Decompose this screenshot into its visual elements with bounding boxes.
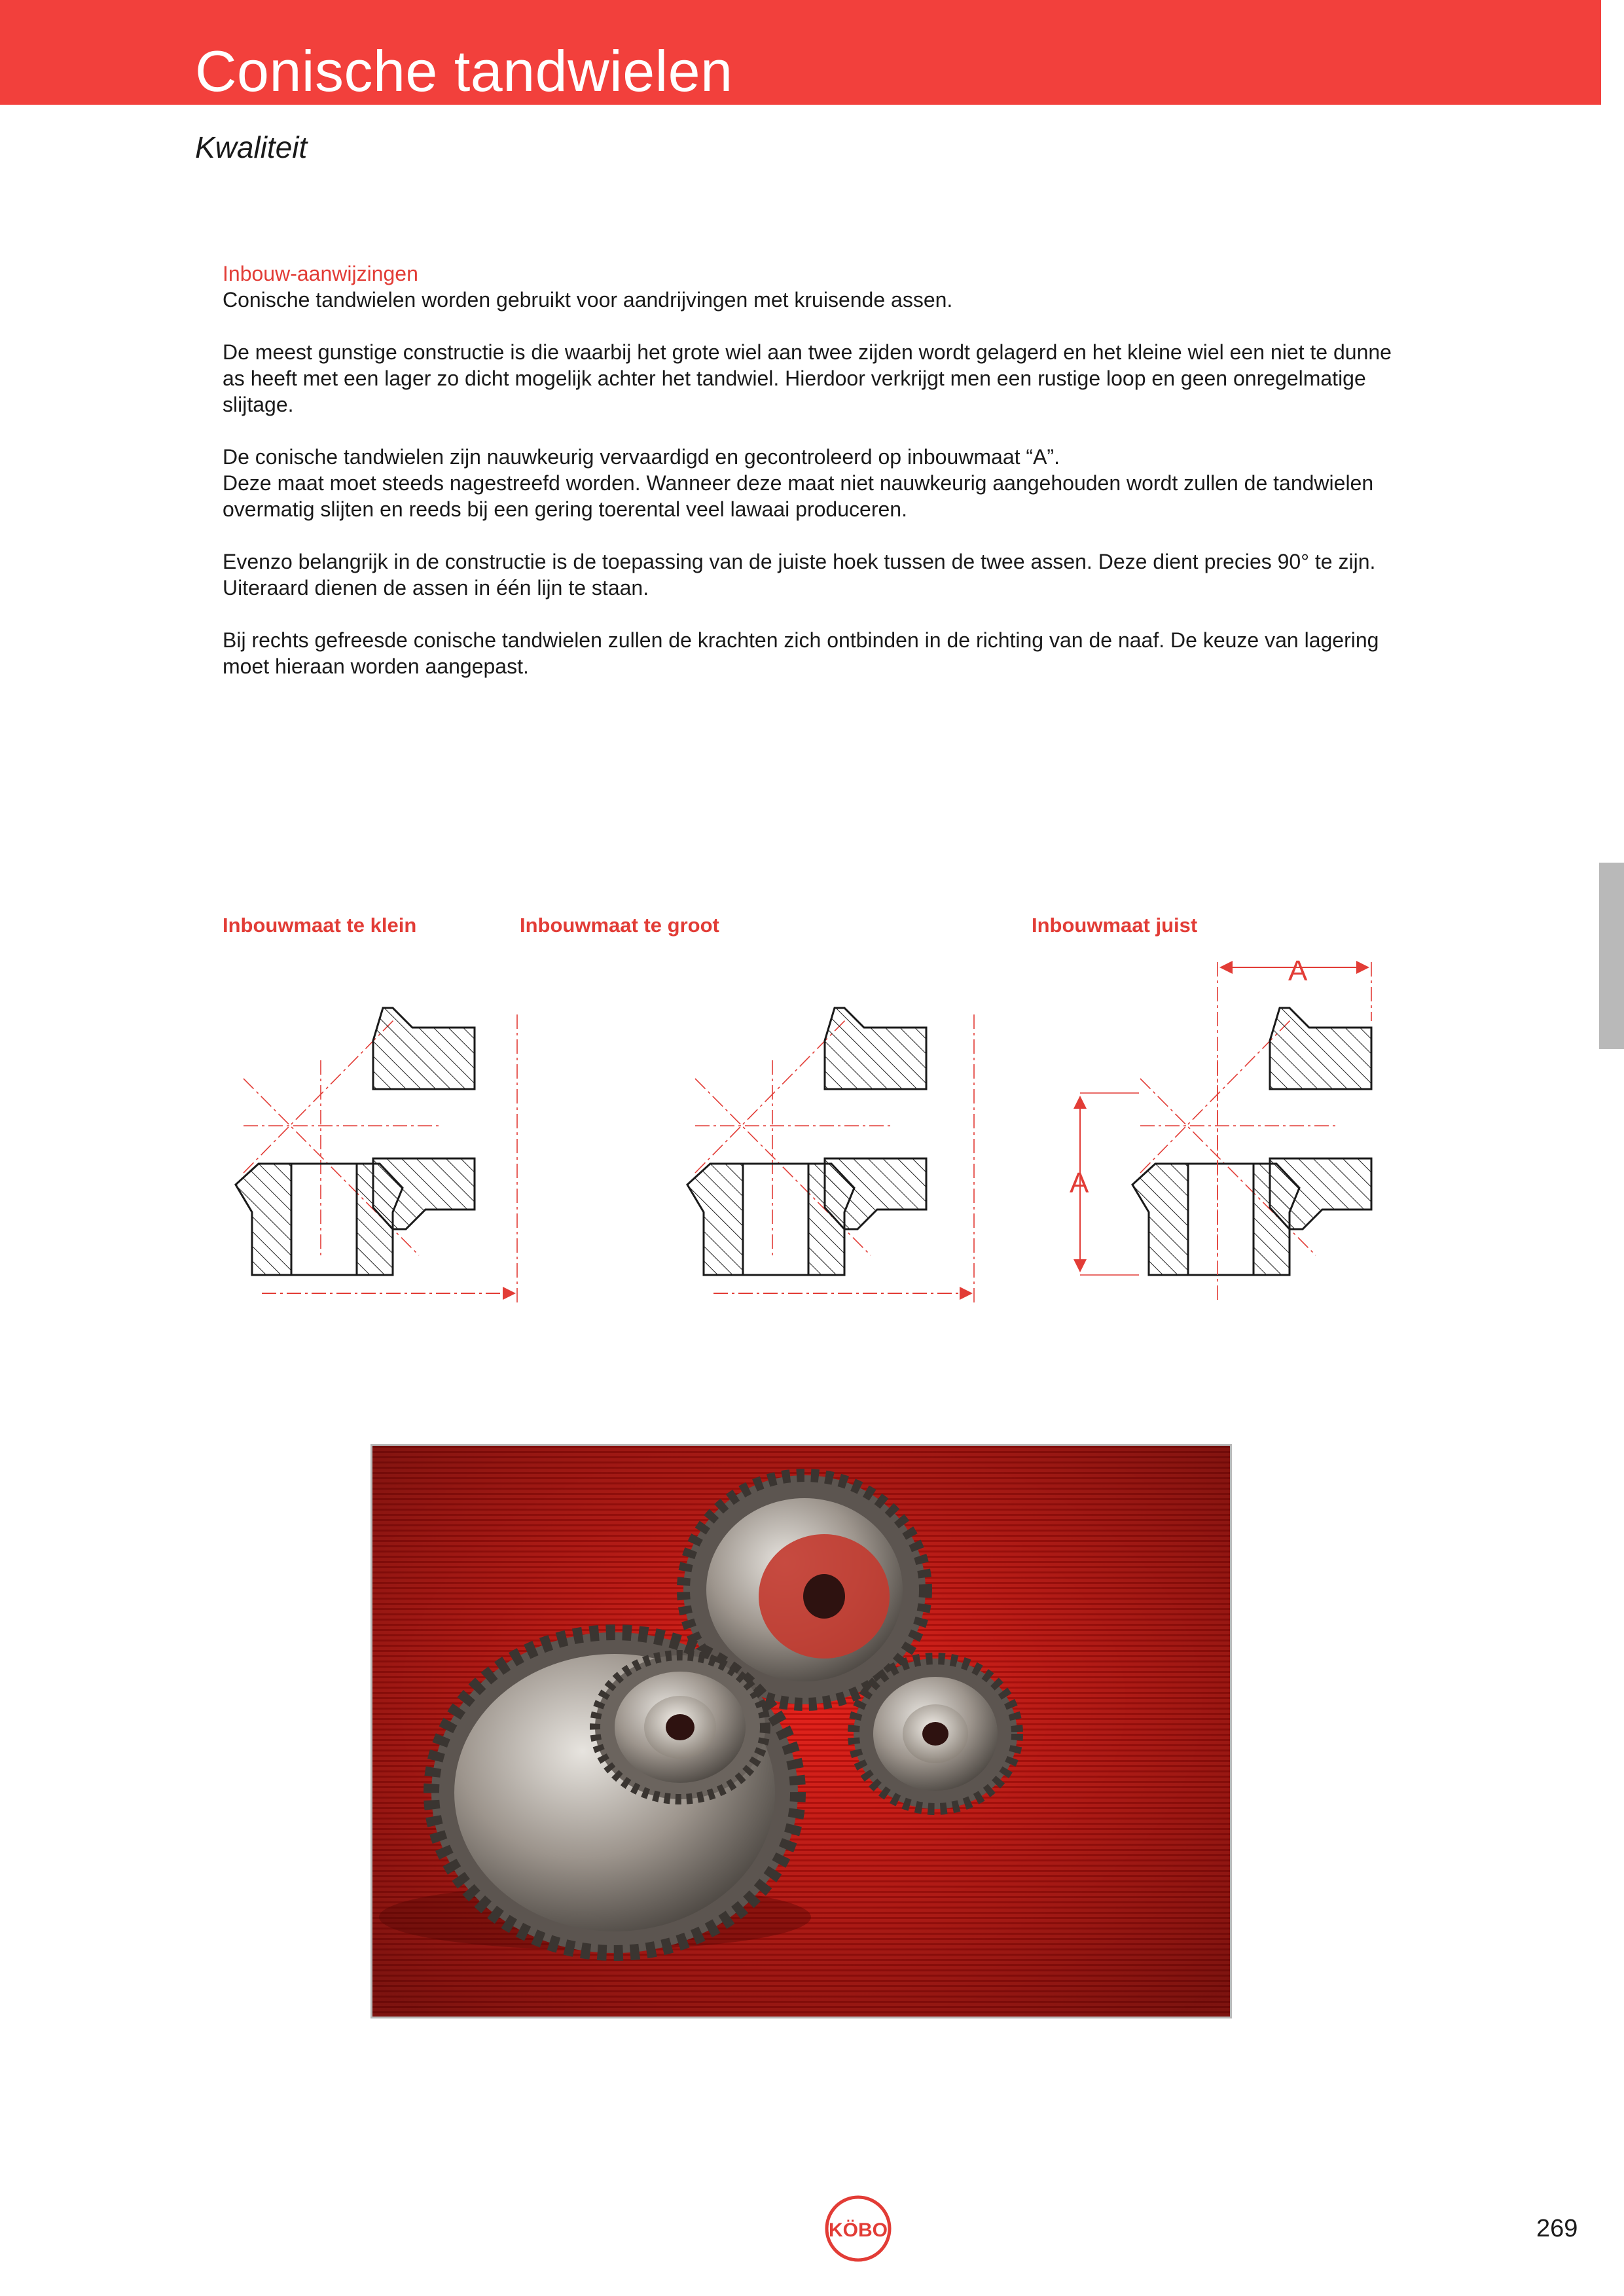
installation-instructions xyxy=(223,260,1414,706)
page-number: 269 xyxy=(1536,2215,1578,2242)
gear-large xyxy=(431,1632,798,1953)
label-too-small: Inbouwmaat te klein xyxy=(223,914,417,937)
chapter-side-tab[interactable] xyxy=(1599,863,1624,1049)
kobo-logo xyxy=(823,2194,893,2263)
dimension-a-label-top: A xyxy=(1288,955,1308,987)
diagram-too-small xyxy=(236,1008,517,1302)
dimension-a-warning: Deze maat moet steeds nagestreefd worden. Wanneer deze maat niet nauwkeurig aangehouden wordt zullen de tandwielen overmatig slijten en reeds bij een gering toerental veel lawaai produceren. xyxy=(223,471,1374,521)
mounting-diagrams xyxy=(209,949,1420,1316)
paragraph-dimension-a xyxy=(223,444,1414,522)
page-subtitle: Kwaliteit xyxy=(195,130,308,164)
paragraph-construction: De meest gunstige constructie is die waarbij het grote wiel aan twee zijden wordt gelagerd en het kleine wiel een niet te dunne as heeft met een lager zo dicht mogelijk achter het tandwiel. Hierdoor verkrijgt men een rustige loop en geen onregelmatige slijtage. xyxy=(223,340,1392,416)
section-heading: Inbouw-aanwijzingen xyxy=(223,262,418,285)
intro-text: Conische tandwielen worden gebruikt voor aandrijvingen met kruisende assen. xyxy=(223,288,953,312)
page-title: Conische tandwielen xyxy=(195,39,733,103)
intro-paragraph xyxy=(223,260,1414,313)
paragraph-axis-angle: Evenzo belangrijk in de constructie is de toepassing van de juiste hoek tussen de twee assen. Deze dient precies 90° te zijn. Uiteraard dienen de assen in één lijn te staan. xyxy=(223,550,1376,600)
diagram-too-large xyxy=(687,1008,974,1302)
dimension-a-sentence: De conische tandwielen zijn nauwkeurig vervaardigd en gecontroleerd op inbouwmaat “A”. xyxy=(223,445,1060,469)
bevel-gears-photo xyxy=(370,1444,1232,2018)
dimension-a-label-side: A xyxy=(1070,1167,1089,1199)
label-correct: Inbouwmaat juist xyxy=(1032,914,1198,937)
logo-text: KÖBO xyxy=(829,2219,888,2241)
gear-small xyxy=(854,1659,1017,1809)
diagram-correct xyxy=(1070,955,1371,1302)
paragraph-forces: Bij rechts gefreesde conische tandwielen zullen de krachten zich ontbinden in de richting van de naaf. De keuze van lagering moet hieraan worden aangepast. xyxy=(223,628,1379,678)
label-too-large: Inbouwmaat te groot xyxy=(520,914,719,937)
